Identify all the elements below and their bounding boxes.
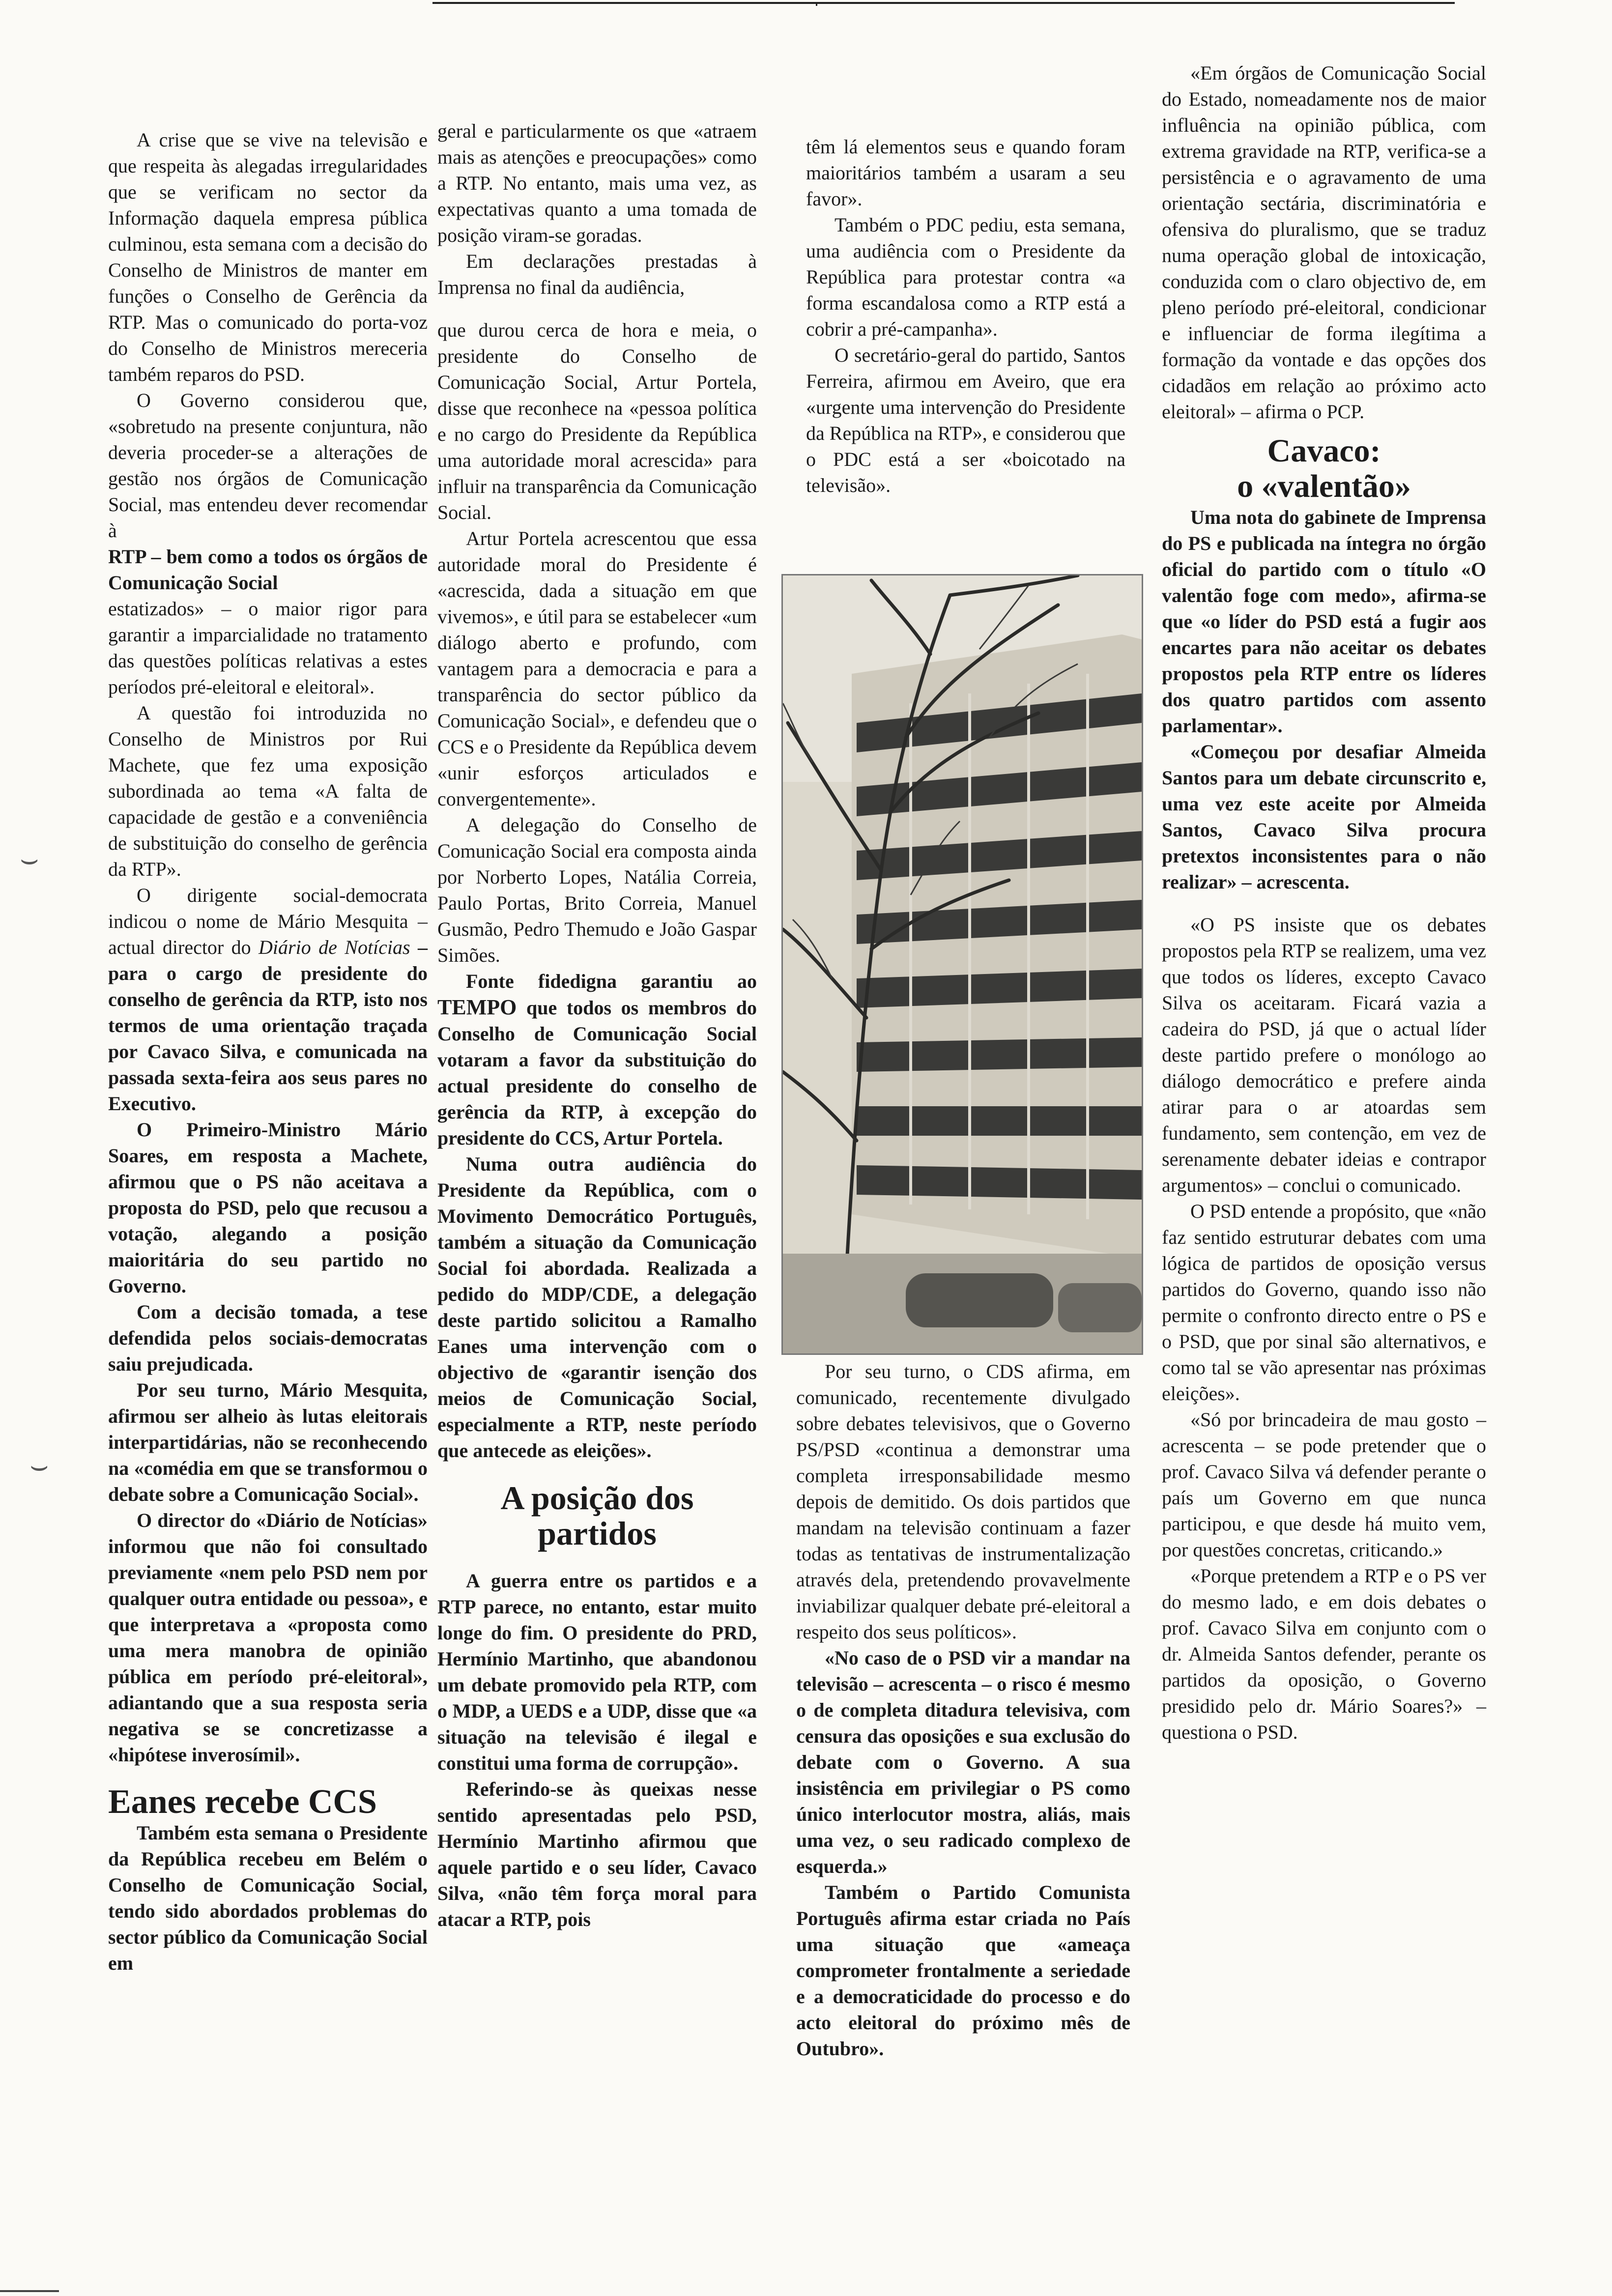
paragraph <box>108 882 428 1117</box>
top-rule-tick <box>816 2 817 6</box>
paragraph-bold: O director do «Diário de Notícias» informou que não foi consultado previamente «nem pelo PSD nem por qualquer outra entidade ou pessoa», e que interpretava a «proposta como uma mera manobra de opinião pública em período pré-eleitoral», adiantando que a sua resposta seria negativa se se concretizasse a «hipótese inverosímil». <box>108 1509 428 1766</box>
building-photo-drawing <box>783 575 1142 1353</box>
column-4 <box>1162 60 1486 1745</box>
paragraph-bold: Por seu turno, Mário Mesquita, afirmou ser alheio às lutas eleitorais interpartidárias, não se reconhecendo na «comédia em que se transformou o debate sobre a Comunicação Social». <box>108 1379 428 1505</box>
section-heading-line-2: o «valentão» <box>1237 468 1411 504</box>
section-heading: A posição dos partidos <box>500 1479 694 1552</box>
paragraph: O PSD entende a propósito, que «não faz sentido estruturar debates com uma lógica de partidos de oposição versus partidos do Governo, quando isso não permite o confronto directo entre o PS e o PSD, que por sinal são alternativos, e como tal se vão apresentar nas próximas eleições». <box>1162 1200 1486 1405</box>
paragraph: «Em órgãos de Comunicação Social do Estado, nomeadamente nos de maior influência na opinião pública, com extrema gravidade na RTP, verifica-se a persistência e o agravamento de uma orientação sectária, discriminatória e ofensiva do pluralismo, que se traduz numa operação global de intoxicação, conduzida com o claro objectivo de, em pleno período pré-eleitoral, condicionar e influenciar de forma ilegítima a formação da vontade e das opções dos cidadãos em relação ao próximo acto eleitoral» – afirma o PCP. <box>1162 62 1486 423</box>
newspaper-title: Diário de Notícias <box>259 936 410 958</box>
paragraph: O secretário-geral do partido, Santos Ferreira, afirmou em Aveiro, que era «urgente uma intervenção do Presidente da República na RTP», e considerou que o PDC está a ser «boicotado na televisão». <box>806 344 1125 496</box>
column-3-bottom <box>796 1358 1130 2062</box>
column-2 <box>437 118 757 1932</box>
paragraph: A crise que se vive na televisão e que respeita às alegadas irregularidades que se verificam no sector da Informação daquela empresa pública culminou, esta semana com a decisão do Conselho de Ministros de manter em funções o Conselho de Gerência da RTP. Mas o comunicado do porta-voz do Conselho de Ministros mereceria também reparos do PSD. <box>108 129 428 385</box>
paragraph: O Governo considerou que, «sobretudo na presente conjuntura, não deveria proceder-se a alterações de gestão nos órgãos de Comunicação Social, mas entendeu dever recomendar à <box>108 389 428 542</box>
section-heading: Cavaco: <box>1267 433 1381 469</box>
paragraph: têm lá elementos seus e quando foram maioritários também a usaram a seu favor». <box>806 136 1125 210</box>
paragraph: geral e particularmente os que «atraem mais as atenções e preocupações» como a RTP. No entanto, mais uma vez, as expectativas quanto a uma tomada de posição viram-se goradas. <box>437 120 757 246</box>
paragraph: Também o PDC pediu, esta semana, uma audiência com o Presidente da República para protestar contra «a forma escandalosa como a RTP está a cobrir a pré-campanha». <box>806 214 1125 340</box>
paragraph: que durou cerca de hora e meia, o presidente do Conselho de Comunicação Social, Artur Portela, disse que reconhece na «pessoa política e no cargo do Presidente da República uma autoridade moral acrescida» para influir na transparência da Comunicação Social. <box>437 319 757 523</box>
scan-mark: ⌣ <box>29 1449 49 1482</box>
paragraph-bold: Numa outra audiência do Presidente da República, com o Movimento Democrático Português, também a situação da Comunicação Social foi abordada. Realizada a pedido do MDP/CDE, a delegação deste partido solicitou a Ramalho Eanes uma intervenção com o objectivo de «garantir isenção dos meios de Comunicação Social, especialmente a RTP, neste período que antecede as eleições». <box>437 1153 757 1462</box>
paragraph: «Só por brincadeira de mau gosto – acrescenta – se pode pretender que o prof. Cavaco Silva vá defender perante o país um Governo em que nunca participou, e que desde há muito vem, por questões concretas, criticando.» <box>1162 1408 1486 1561</box>
paragraph-bold: A guerra entre os partidos e a RTP parece, no entanto, estar muito longe do fim. O presidente do PRD, Hermínio Martinho, que abandonou um debate promovido pela RTP, com o MDP, a UEDS e a UDP, disse que «a situação na televisão é ilegal e constitui uma forma de corrupção». <box>437 1570 757 1774</box>
paragraph-bold: Também o Partido Comunista Português afirma estar criada no País uma situação que «ameaça comprometer frontalmente a seriedade e a democraticidade do processo e do acto eleitoral do próximo mês de Outubro». <box>796 1881 1130 2060</box>
paragraph-bold: O Primeiro-Ministro Mário Soares, em resposta a Machete, afirmou que o PS não aceitava a proposta do PSD, pelo que recusou a votação, alegando a posição maioritária do seu partido no Governo. <box>108 1119 428 1297</box>
paragraph-bold: Uma nota do gabinete de Imprensa do PS e publicada na íntegra no órgão oficial do partido com o título «O valentão foge com medo», afirma-se que «o líder do PSD está a fugir aos encartes para não aceitar os debates propostos pela RTP entre os líderes dos quatro partidos com assento parlamentar». <box>1162 506 1486 737</box>
paragraph-bold: RTP – bem como a todos os órgãos de Comunicação Social <box>108 545 428 594</box>
paragraph-bold: «Começou por desafiar Almeida Santos para um debate circunscrito e, uma vez este aceite por Almeida Santos, Cavaco Silva procura pretextos inconsistentes para o não realizar» – acrescenta. <box>1162 741 1486 893</box>
paragraph-bold: Com a decisão tomada, a tese defendida pelos sociais-democratas saiu prejudicada. <box>108 1301 428 1375</box>
paragraph: «Porque pretendem a RTP e o PS ver do mesmo lado, e em dois debates o prof. Cavaco Silva em conjunto com o dr. Almeida Santos defender, perante os partidos da oposição, o Governo presidido pelo dr. Mário Soares?» – questiona o PSD. <box>1162 1565 1486 1743</box>
paragraph-bold <box>437 968 757 1151</box>
top-rule <box>432 2 1455 4</box>
newspaper-name: TEMPO <box>437 995 517 1019</box>
paragraph-bold: Referindo-se às queixas nesse sentido apresentadas pelo PSD, Hermínio Martinho afirmou que aquele partido e o seu líder, Cavaco Silva, «não têm força moral para atacar a RTP, pois <box>437 1778 757 1930</box>
paragraph: A questão foi introduzida no Conselho de Ministros por Rui Machete, que fez uma exposição subordinada ao tema «A falta de capacidade de gestão e a conveniência de substituição do conselho de gerência da RTP». <box>108 702 428 880</box>
section-heading: Eanes recebe CCS <box>108 1783 377 1821</box>
text-run-bold: – para o cargo de presidente do conselho de gerência da RTP, isto nos termos de uma orientação traçada por Cavaco Silva, e comunicada na passada sexta-feira aos seus pares no Executivo. <box>108 936 428 1115</box>
paragraph: Por seu turno, o CDS afirma, em comunicado, recentemente divulgado sobre debates televisivos, que o Governo PS/PSD «continua a demonstrar uma completa irresponsabilidade mesmo depois de demitido. Os dois partidos que mandam na televisão continuam a fazer todas as tentativas de instrumentalização através dela, pretendendo provavelmente inviabilizar qualquer debate pré-eleitoral a respeito dos seus políticos». <box>796 1360 1130 1643</box>
paragraph-bold: «No caso de o PSD vir a mandar na televisão – acrescenta – o risco é mesmo o de completa ditadura televisiva, com censura das oposições e sua exclusão do debate com o Governo. A sua insistência em privilegiar o PS como único interlocutor mostra, aliás, mais uma vez, o seu radicado complexo de esquerda.» <box>796 1647 1130 1877</box>
column-3-top <box>806 134 1125 498</box>
scan-mark: ⌣ <box>20 843 39 875</box>
column-1 <box>108 127 428 1976</box>
paragraph: A delegação do Conselho de Comunicação Social era composta ainda por Norberto Lopes, Natália Correia, Paulo Portas, Brito Correia, Manuel Gusmão, Pedro Themudo e João Gaspar Simões. <box>437 814 757 966</box>
text-run: Fonte fidedigna garantiu ao <box>466 970 757 992</box>
paragraph-bold: Também esta semana o Presidente da República recebeu em Belém o Conselho de Comunicação Social, tendo sido abordados problemas do sector público da Comunicação Social em <box>108 1822 428 1974</box>
text-run: O dirigente social-democrata indicou o nome de Mário Mesquita – actual director do <box>108 884 428 958</box>
paragraph: Em declarações prestadas à Imprensa no final da audiência, <box>437 250 757 298</box>
building-photo <box>781 574 1143 1355</box>
paragraph: Artur Portela acrescentou que essa autoridade moral do Presidente é «acrescida, dada a situação em que vivemos», e útil para se estabelecer «um diálogo aberto e profundo, com vantagem para a democracia e para a transparência do sector público da Comunicação Social», e defendeu que o CCS e o Presidente da República devem «unir esforços articulados e convergentemente». <box>437 527 757 810</box>
text-run: que todos os membros do Conselho de Comunicação Social votaram a favor da substituição do actual presidente do conselho de gerência da RTP, à excepção do presidente do CCS, Artur Portela. <box>437 997 757 1149</box>
paragraph: estatizados» – o maior rigor para garantir a imparcialidade no tratamento das questões políticas relativas a estes períodos pré-eleitoral e eleitoral». <box>108 598 428 698</box>
paragraph: «O PS insiste que os debates propostos pela RTP se realizem, uma vez que todos os líderes, excepto Cavaco Silva os aceitaram. Ficará vazia a cadeira do PSD, já que o actual líder deste partido prefere o monólogo ao diálogo democrático e prefere ainda atirar para o ar atoardas sem fundamento, sem contenção, em vez de serenamente debater ideias e contrapor argumentos» – conclui o comunicado. <box>1162 914 1486 1196</box>
bottom-rule <box>0 2290 59 2292</box>
